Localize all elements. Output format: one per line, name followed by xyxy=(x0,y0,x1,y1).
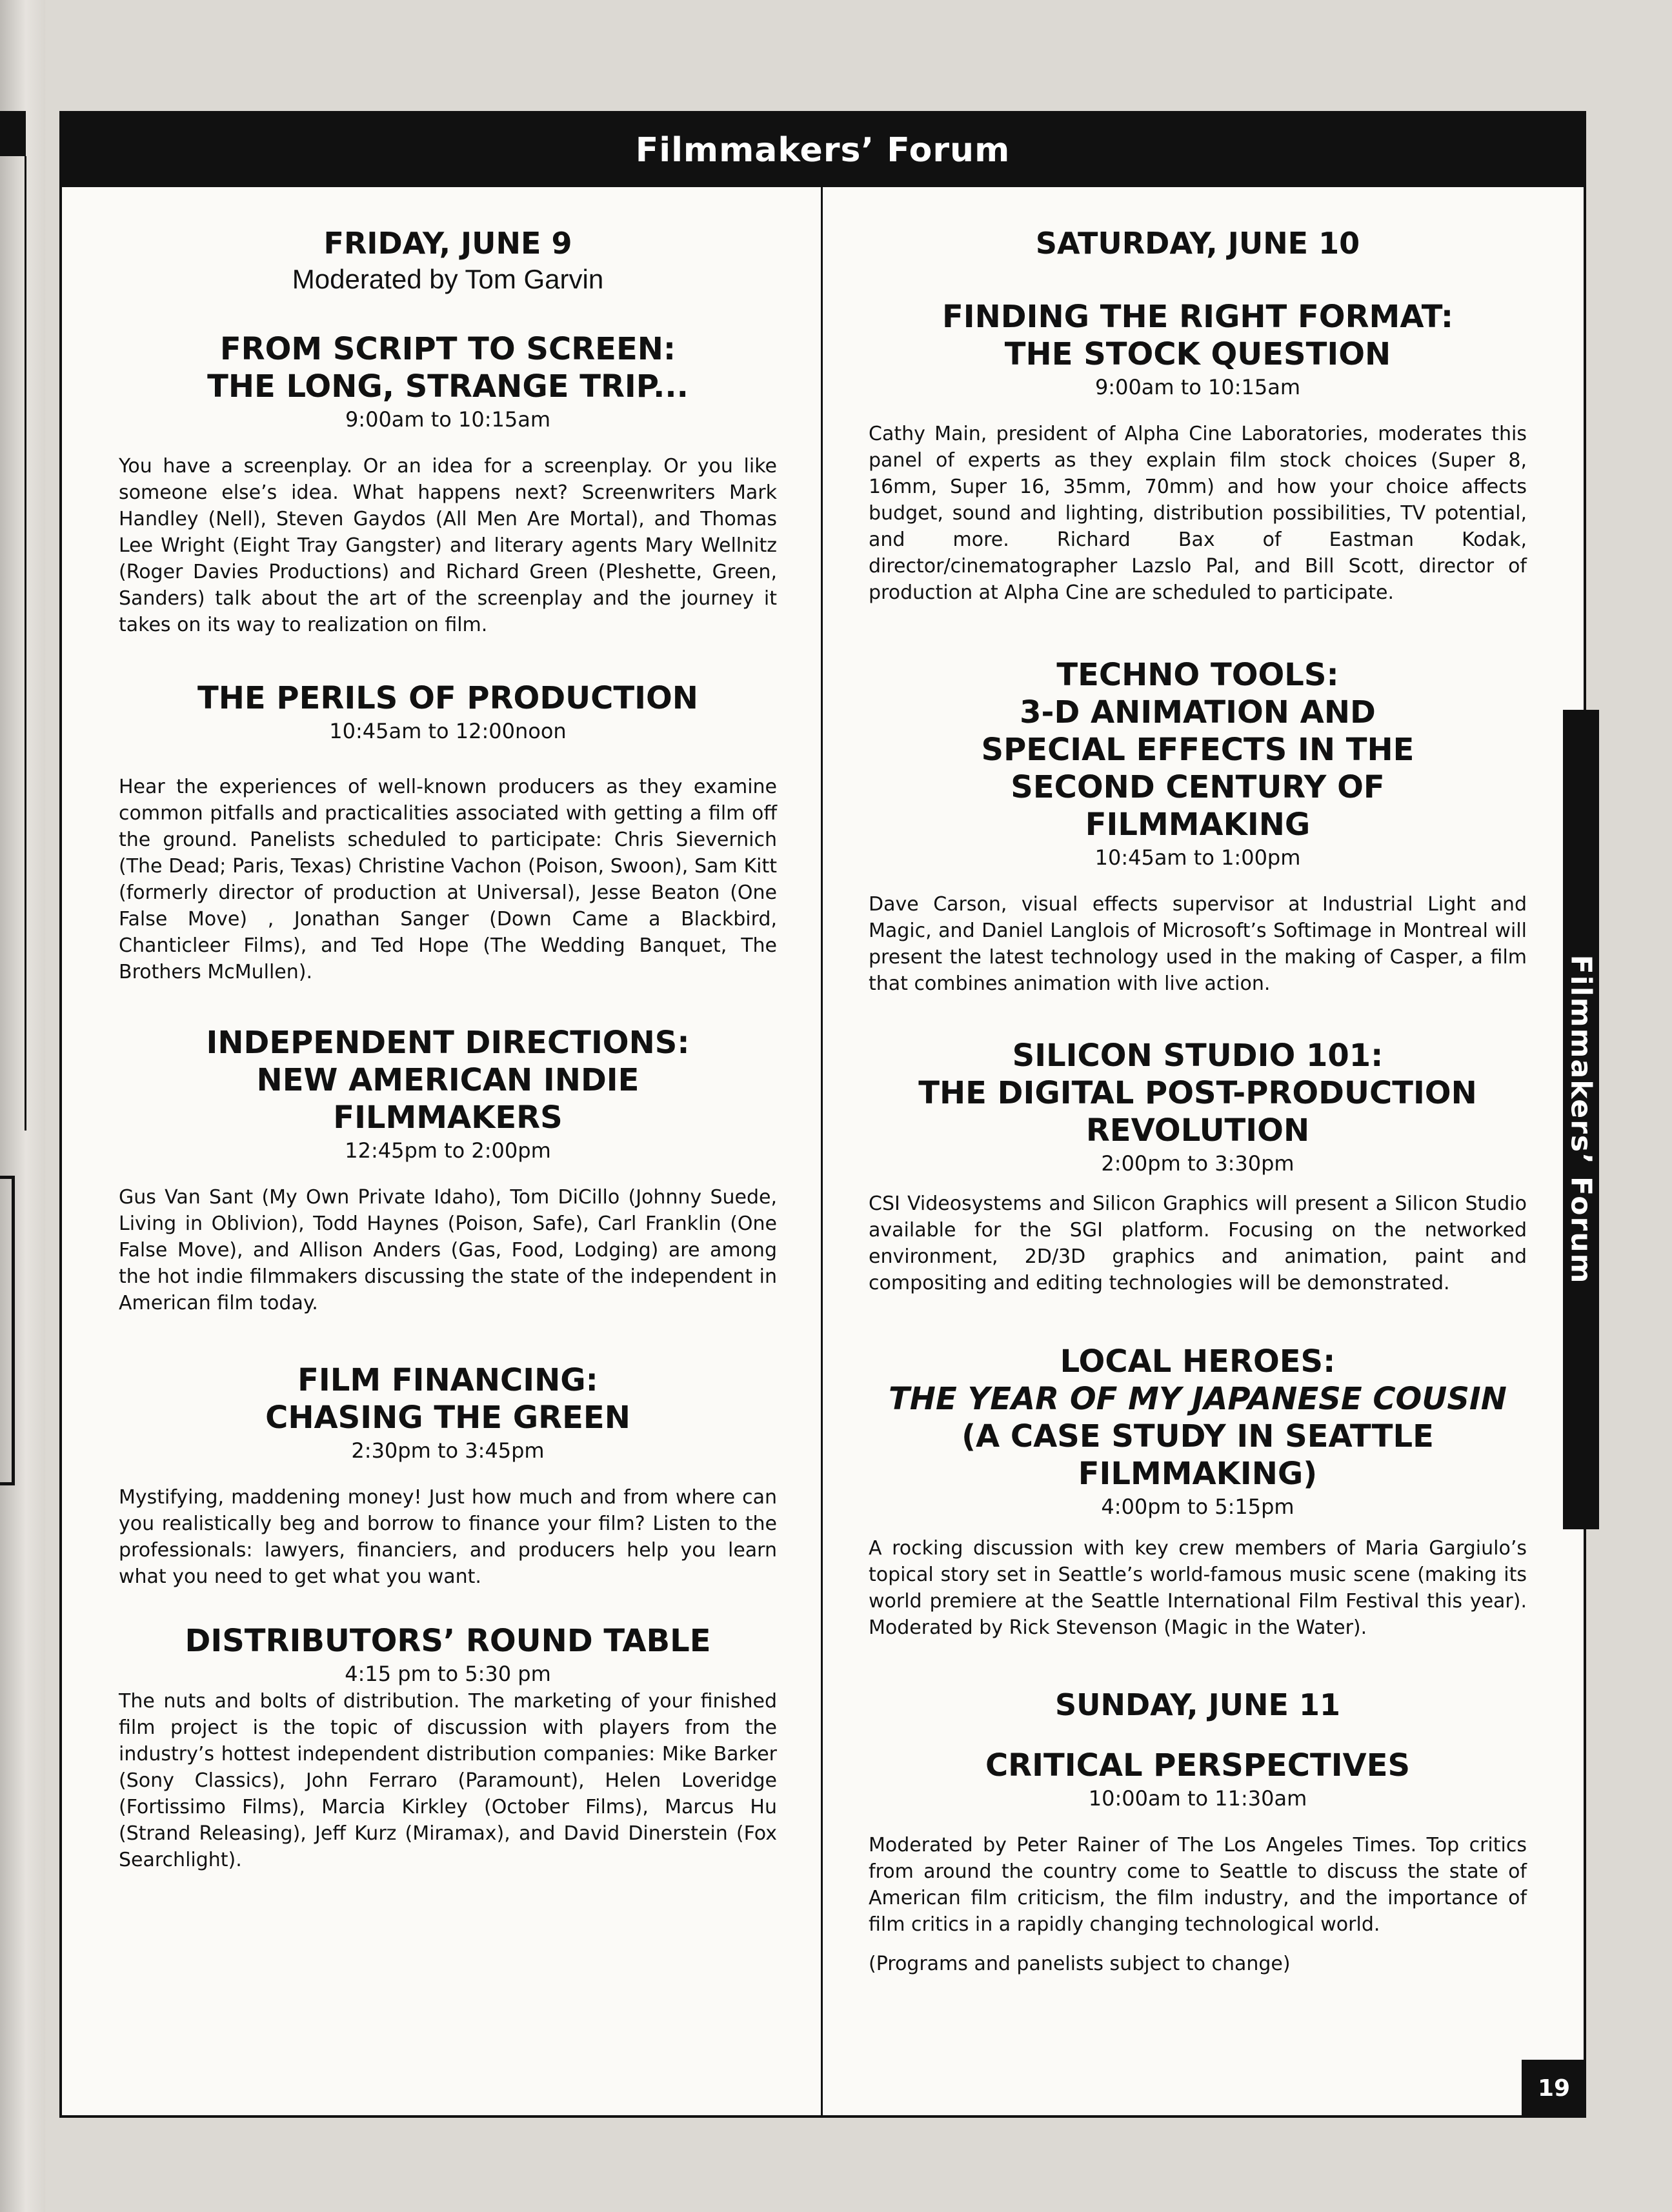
session-independent-directions xyxy=(119,1024,777,1165)
session-finding-right-format xyxy=(869,298,1527,401)
session-title: TECHNO TOOLS: xyxy=(1056,657,1339,693)
session-title: (A CASE STUDY IN SEATTLE xyxy=(962,1418,1434,1454)
column-divider xyxy=(821,187,823,2116)
session-description: Mystifying, maddening money! Just how much and from where can you realistically beg and borrow to finance your film? Listen to the professionals: lawyers, financiers, and producers help you learn what you need to get what you want. xyxy=(119,1486,777,1588)
header-title: Filmmakers’ Forum xyxy=(635,131,1011,170)
right-column xyxy=(869,187,1527,1977)
session-time: 10:45am to 1:00pm xyxy=(1094,845,1301,870)
session-description: Cathy Main, president of Alpha Cine Laboratories, moderates this panel of experts as they explain film stock choices (Super 8, 16mm, Super 16, 35mm, 70mm) and how your choice affects budget, sound and lighting, distribution possibilities, TV potential, and more. Richard Bax of Eastman Kodak, director/cinematographer Lazslo Pal, and Bill Scott, director of production at Alpha Cine are scheduled to participate. xyxy=(869,423,1527,604)
session-critical-perspectives xyxy=(869,1747,1527,1813)
session-time: 2:30pm to 3:45pm xyxy=(351,1438,545,1463)
page xyxy=(59,111,1586,2118)
page-number: 19 xyxy=(1522,2060,1586,2118)
session-description: A rocking discussion with key crew members of Maria Gargiulo’s topical story set in Seattle’s world-famous music scene (making its world premiere at the Seattle International Film Festival this year). Moderated by Rick Stevenson (Magic in the Water). xyxy=(869,1537,1527,1639)
session-title: SECOND CENTURY OF xyxy=(1011,769,1385,805)
session-description: The nuts and bolts of distribution. The marketing of your finished film project is the topic of discussion with players from the industry’s hottest independent distribution companies: Mike Barker (Sony Classics), John Ferraro (Paramount), Helen Loveridge (Fortissimo Films), Marcia Kirkley (October Films), Marcus Hu (Strand Releasing), Jeff Kurz (Miramax), and David Dinerstein (Fox Searchlight). xyxy=(119,1690,777,1871)
scan-edge-shadow xyxy=(0,0,45,2212)
session-techno-tools xyxy=(869,656,1527,872)
session-title: FILM FINANCING: xyxy=(297,1362,598,1398)
session-title: FILMMAKERS xyxy=(333,1100,563,1136)
session-perils-of-production xyxy=(119,679,777,745)
day-heading-friday xyxy=(119,225,777,297)
session-description: You have a screenplay. Or an idea for a screenplay. Or you like someone else’s idea. What happens next? Screenwriters Mark Handley (Nell), Steven Gaydos (All Men Are Mortal), and Thomas Lee Wright (Eight Tray Gangster) and literary agents Mary Wellnitz (Roger Davies Productions) and Richard Green (Pleshette, Green, Sanders) talk about the art of the screenplay and the journey it takes on its way to realization on film. xyxy=(119,455,777,636)
session-title: THE DIGITAL POST-PRODUCTION xyxy=(918,1075,1477,1111)
session-title: LOCAL HEROES: xyxy=(1060,1343,1336,1380)
session-time: 4:15 pm to 5:30 pm xyxy=(345,1662,551,1686)
session-title: THE STOCK QUESTION xyxy=(1004,336,1391,372)
previous-page-tab xyxy=(0,111,26,156)
session-title: FROM SCRIPT TO SCREEN: xyxy=(219,331,676,367)
day-title: FRIDAY, JUNE 9 xyxy=(323,226,572,261)
session-film-financing xyxy=(119,1362,777,1465)
header-bar xyxy=(62,114,1584,187)
film-title: THE YEAR OF MY JAPANESE COUSIN xyxy=(889,1381,1507,1417)
session-title: CHASING THE GREEN xyxy=(265,1400,630,1436)
session-time: 9:00am to 10:15am xyxy=(1094,375,1301,399)
session-description: Moderated by Peter Rainer of The Los Angeles Times. Top critics from around the country come to Seattle to discuss the state of American film criticism, the film industry, and the importance of film critics in a rapidly changing technological world. xyxy=(869,1834,1527,1936)
left-column xyxy=(119,187,777,1873)
session-script-to-screen xyxy=(119,330,777,434)
previous-page-tab xyxy=(25,156,26,1131)
moderator-line: Moderated by Tom Garvin xyxy=(292,264,604,294)
day-title: SATURDAY, JUNE 10 xyxy=(1035,226,1360,261)
session-description: Hear the experiences of well-known producers as they examine common pitfalls and practicalities associated with getting a film off the ground. Panelists scheduled to participate: Chris Sievernich (The Dead; Paris, Texas) Christine Vachon (Poison, Swoon), Sam Kitt (formerly director of production at Universal), Jesse Beaton (One False Move) , Jonathan Sanger (Down Came a Blackbird, Chanticleer Films), and Ted Hope (The Wedding Banquet, The Brothers McMullen). xyxy=(119,776,777,983)
session-title: FINDING THE RIGHT FORMAT: xyxy=(942,299,1454,335)
session-time: 10:45am to 12:00noon xyxy=(329,719,567,743)
day-heading-saturday xyxy=(869,225,1527,262)
session-time: 12:45pm to 2:00pm xyxy=(345,1138,551,1163)
session-local-heroes xyxy=(869,1343,1527,1521)
session-time: 4:00pm to 5:15pm xyxy=(1101,1494,1294,1519)
session-time: 10:00am to 11:30am xyxy=(1088,1786,1307,1811)
session-title: NEW AMERICAN INDIE xyxy=(256,1062,640,1098)
schedule-note: (Programs and panelists subject to change) xyxy=(869,1953,1291,1975)
session-title: REVOLUTION xyxy=(1085,1112,1310,1149)
session-title xyxy=(869,1380,1527,1418)
session-title: SILICON STUDIO 101: xyxy=(1012,1038,1384,1074)
side-section-tab xyxy=(1563,710,1599,1529)
session-title: SPECIAL EFFECTS IN THE xyxy=(981,732,1415,768)
session-description: Gus Van Sant (My Own Private Idaho), Tom DiCillo (Johnny Suede, Living in Oblivion), Todd Haynes (Poison, Safe), Carl Franklin (One False Move), and Allison Anders (Gas, Food, Lodging) are among the hot indie filmmakers discussing the state of the independent in American film today. xyxy=(119,1186,777,1314)
session-description: CSI Videosystems and Silicon Graphics will present a Silicon Studio available for the SGI platform. Focusing on the networked environment, 2D/3D graphics and animation, paint and compositing and editing technologies will be demonstrated. xyxy=(869,1192,1527,1294)
session-title: CRITICAL PERSPECTIVES xyxy=(985,1747,1411,1784)
session-time: 9:00am to 10:15am xyxy=(345,407,551,432)
session-title: DISTRIBUTORS’ ROUND TABLE xyxy=(185,1623,711,1659)
session-title: THE LONG, STRANGE TRIP... xyxy=(207,368,689,405)
session-title: FILMMAKING) xyxy=(1078,1456,1318,1492)
day-heading-sunday xyxy=(869,1686,1527,1724)
session-title: THE PERILS OF PRODUCTION xyxy=(197,680,698,716)
previous-page-frame xyxy=(0,1176,15,1485)
session-description: Dave Carson, visual effects supervisor at Industrial Light and Magic, and Daniel Langlois of Microsoft’s Softimage in Montreal will present the latest technology used in the making of Casper, a film that combines animation with live action. xyxy=(869,893,1527,995)
session-silicon-studio xyxy=(869,1037,1527,1178)
day-title: SUNDAY, JUNE 11 xyxy=(1055,1687,1340,1722)
session-distributors-round-table xyxy=(119,1622,777,1688)
session-time: 2:00pm to 3:30pm xyxy=(1101,1151,1294,1176)
session-title: 3-D ANIMATION AND xyxy=(1020,694,1376,730)
session-title: INDEPENDENT DIRECTIONS: xyxy=(206,1025,690,1061)
side-tab-label: Filmmakers’ Forum xyxy=(1564,954,1598,1285)
session-title: FILMMAKING xyxy=(1085,807,1311,843)
